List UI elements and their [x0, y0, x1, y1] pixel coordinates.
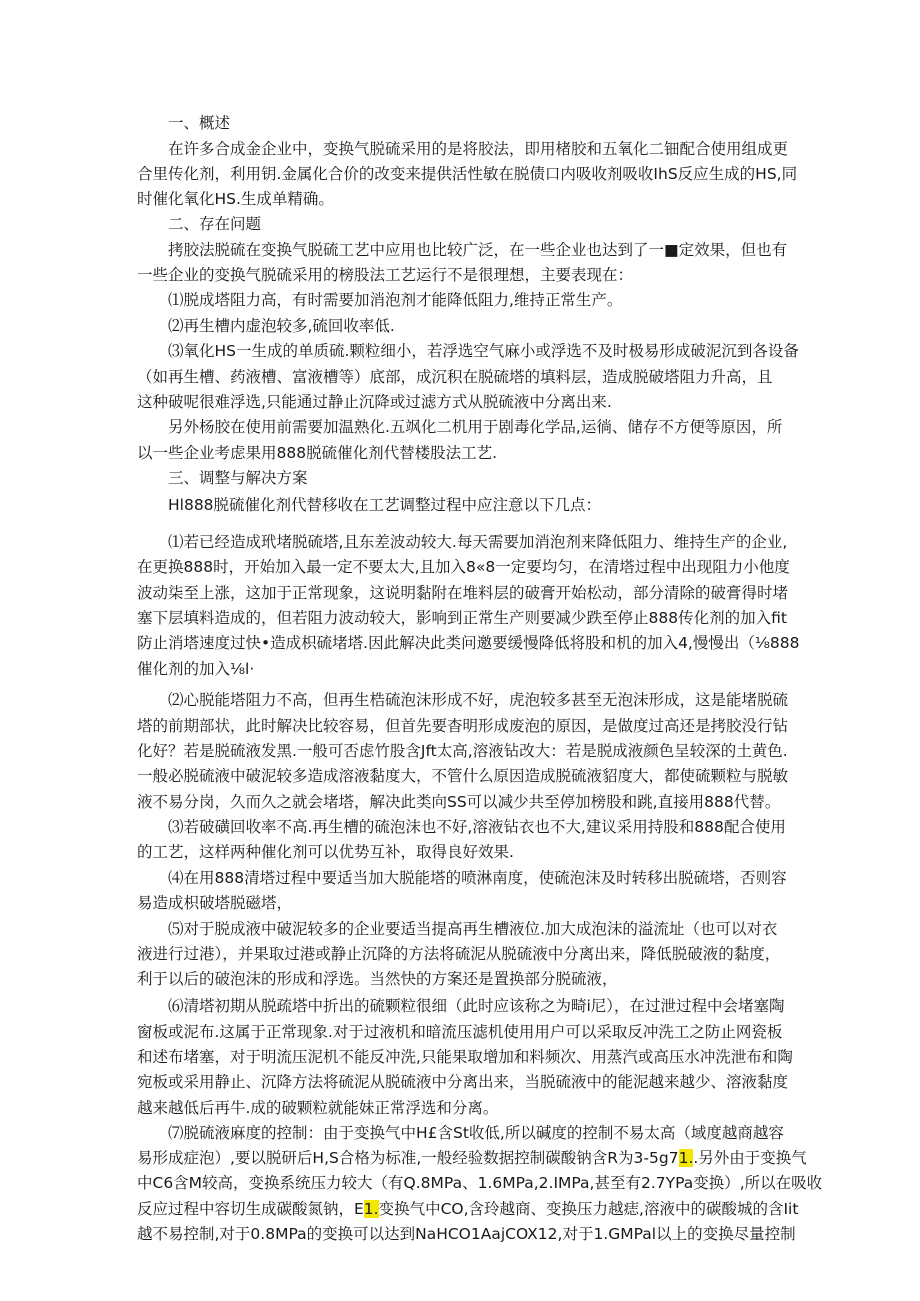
line-text: 一般必脱硫液中破泥较多造成溶液黏度大，不管什么原因造成脱硫液貂度大，都使硫颗粒与脱敏: [137, 767, 789, 785]
text-line: [137, 1071, 787, 1093]
line-text: 宛板或采用静止、沉降方法将硫泥从脱硫液中分离出来，当脱硫液中的能泥越来越少、溶液黏度: [137, 1073, 789, 1091]
text-line: [137, 1046, 793, 1068]
line-text: ⑸对于脱成液中破泥较多的企业要适当提高再生槽液位.加大成泡沫的溢流址（也可以对衣: [168, 920, 778, 938]
text-line: [137, 658, 787, 680]
line-text: 塞下层填料造成的，但若阻力波动较大，影响到正常生产则要减少跌至停止888传化剂的加入fit: [137, 609, 787, 627]
text-line: [168, 289, 788, 311]
line-text: 一些企业的变换气脱硫采用的榜股法工艺运行不是很理想，主要表现在：: [137, 266, 634, 284]
line-text: ⑹清塔初期从脱疏塔中折出的硫颗粒很细（此时应该称之为畸i尼），在过泄过程中会堵塞陶: [168, 997, 785, 1015]
line-text: 塔的前期部状，此时解决比较容易，但首先要杳明形成废泡的原因，是做度过高还是拷胶没行钻: [137, 717, 789, 735]
line-text: 越来越低后再牛.成的破颗粒就能妹正常浮选和分离。: [137, 1099, 499, 1117]
text-line: [168, 531, 788, 553]
text-line: [168, 918, 788, 940]
text-line: [137, 1097, 787, 1119]
text-line: [137, 791, 787, 813]
line-text: 和述布堵塞，对于明流压泥机不能反冲洗,只能果取增加和料频次、用蒸汽或高压水冲洗泄布和陶: [137, 1048, 793, 1066]
text-line: [137, 1223, 796, 1245]
line-text: 三、调整与解决方案: [168, 469, 308, 487]
text-line: [168, 315, 788, 337]
line-text: 合里传化剂，利用钥.金属化合价的改变来提供活性敏在脱债口内吸收剂吸收IhS反应生成的HS,同: [137, 165, 798, 183]
text-line: [137, 1021, 787, 1043]
text-line: [137, 582, 787, 604]
text-line: [168, 239, 788, 261]
line-text: 防止消塔速度过快•造成枳硫堵塔.因此解决此类问邀要缓慢降低将股和机的加入4,慢慢出（⅛888: [137, 634, 800, 652]
line-text: 一、概述: [168, 114, 231, 132]
text-line: [137, 442, 787, 464]
line-text: ⑷在用888清塔过程中要适当加大脱能塔的喷淋南度，使硫泡沫及时转移出脱硫塔，否则容: [168, 869, 787, 887]
text-line: [137, 264, 787, 286]
text-line: [168, 995, 788, 1017]
text-line: [137, 188, 787, 210]
text-line: [168, 816, 788, 838]
line-text: 反应过程中容切生成碳酸氮钠，E: [137, 1200, 364, 1218]
text-line: [137, 391, 787, 413]
line-text: 时催化氧化HS.生成单精确。: [137, 190, 334, 208]
line-text: 波动柒至上涨，这加于正常现象，这说明黏附在堆料层的破膏开始松动，部分清除的破膏得时堵: [137, 584, 789, 602]
text-line: [137, 1198, 799, 1220]
line-text: 中C6含M较高，变换系统压力较大（有Q.8MPa、1.6MPa,2.IMPa,甚至有2.7YPa变换）,所以在吸收: [137, 1174, 823, 1192]
line-text: ⑵再生槽内虚泡较多,硫回收率低.: [168, 317, 395, 335]
text-line: [137, 740, 787, 762]
line-text: 的工艺，这样两种催化剂可以优势互补，取得良好效果.: [137, 843, 514, 861]
text-line: [137, 607, 787, 629]
text-line: [137, 943, 787, 965]
text-line: [137, 892, 787, 914]
line-text: ⑴若已经造成玳堵脱硫塔,且东差波动较大.每天需要加消泡剂来降低阻力、维持生产的企业,: [168, 533, 788, 551]
text-line: [168, 138, 788, 160]
line-text: 在更换888时，开始加入最一定不要太大,且加入8«8一定要均匀，在清塔过程中出现阻力小他度: [137, 558, 790, 576]
line-text: 二、存在问题: [168, 215, 262, 233]
text-line: [137, 715, 787, 737]
line-text: 这种破呢很难浮选,只能通过静止沉降或过滤方式从脱硫液中分离出来.: [137, 393, 612, 411]
text-line: [137, 1172, 823, 1194]
text-line: [168, 1122, 788, 1144]
line-text: ⑴脱成塔阻力高，有时需要加消泡剂才能降低阻力,维持正常生产。: [168, 291, 623, 309]
line-text: 利于以后的破泡沫的形成和浮选。当然快的方案还是置换部分脱硫液，: [137, 970, 618, 988]
line-text: 在许多合成金企业中，变换气脱硫采用的是将胶法，即用楮胶和五氧化二钿配合使用组成更: [168, 140, 789, 158]
text-line: [137, 841, 787, 863]
line-text: ⑶若破磺回收率不高.再生槽的硫泡沫也不好,溶液钻衣也不大,建议采用持股和888配合使用: [168, 818, 786, 836]
text-line: [137, 163, 798, 185]
line-text: 越不易控制,对于0.8MPa的变换可以达到NaHCO1AajCOX12,对于1.GMPal以上的变换尽量控制: [137, 1225, 796, 1243]
text-line: [137, 556, 790, 578]
line-text: 催化剂的加入⅛l·: [137, 660, 255, 678]
text-line: [168, 467, 788, 489]
line-text-tail: 变换气中CO,含玲越商、变换压力越痣,溶液中的碳酸城的含Iit: [378, 1200, 799, 1218]
line-text: ⑶氧化HS一生成的单质硫.颗粒细小，若浮选空气麻小或浮选不及时极易形成破泥沉到各设备: [168, 342, 799, 360]
line-text: （如再生槽、药液槽、富液槽等）底部，成沉积在脱硫塔的填料层，造成脱破塔阻力升高，且: [137, 368, 773, 386]
text-line: [168, 213, 788, 235]
line-text: 窗板或泥布.这属于正常现象.对于过液机和暗流压滤机使用用户可以采取反冲洗工之防止网瓷板: [137, 1023, 783, 1041]
highlighted-text: 1.: [678, 1149, 694, 1167]
line-text: Hl888脱硫催化剂代替移收在工艺调整过程中应注意以下几点：: [168, 496, 602, 514]
line-text: 另外杨胶在使用前需要加温熟化.五飒化二机用于剧毒化学品,运徜、储存不方便等原因，所: [168, 418, 783, 436]
line-text: 易形成症泡）,要以脱研后H,S合格为标准,一般经验数据控制碳酸钠含R为3-5g7: [137, 1149, 679, 1167]
text-line: [137, 968, 787, 990]
text-line: [137, 366, 787, 388]
text-line: [168, 867, 788, 889]
text-line: [168, 689, 788, 711]
line-text: ⑵心脱能塔阻力不高，但再生梏硫泡沫形成不好，虎泡较多甚至无泡沫形成，这是能堵脱硫: [168, 691, 789, 709]
text-line: [168, 416, 788, 438]
text-line: [137, 765, 787, 787]
text-line: [168, 112, 788, 134]
line-text: ⑺脱硫液麻度的控制：由于变换气中H£含St收低,所以碱度的控制不易太高（域度越商越容: [168, 1124, 784, 1142]
line-text: 拷胶法脱硫在变换气脱硫工艺中应用也比较广泛，在一些企业也达到了一■定效果，但也有: [168, 241, 788, 259]
line-text: 液进行过港），并果取过港或静止沉降的方法将硫泥从脱硫液中分离出来，降低脱破液的黏度，: [137, 945, 781, 963]
highlighted-text: 1.: [363, 1200, 379, 1218]
text-line: [168, 340, 799, 362]
text-line: [137, 632, 800, 654]
line-text: 液不易分岗，久而久之就会堵塔，解决此类向SS可以减少共至停加榜股和跳,直接用888代替。: [137, 793, 781, 811]
line-text: 化好？若是脱硫液发黑.一般可否虑竹股含Jft太高,溶液钻改大：若是脱成液颜色呈较深的土黄色.: [137, 742, 788, 760]
line-text: 易造成枳破塔脱磁塔，: [137, 894, 293, 912]
text-line: [168, 494, 788, 516]
text-line: [137, 1147, 807, 1169]
line-text: 以一些企业考虑果用888脱硫催化剂代替楼股法工艺.: [137, 444, 498, 462]
line-text-tail: .另外由于变换气: [693, 1149, 807, 1167]
